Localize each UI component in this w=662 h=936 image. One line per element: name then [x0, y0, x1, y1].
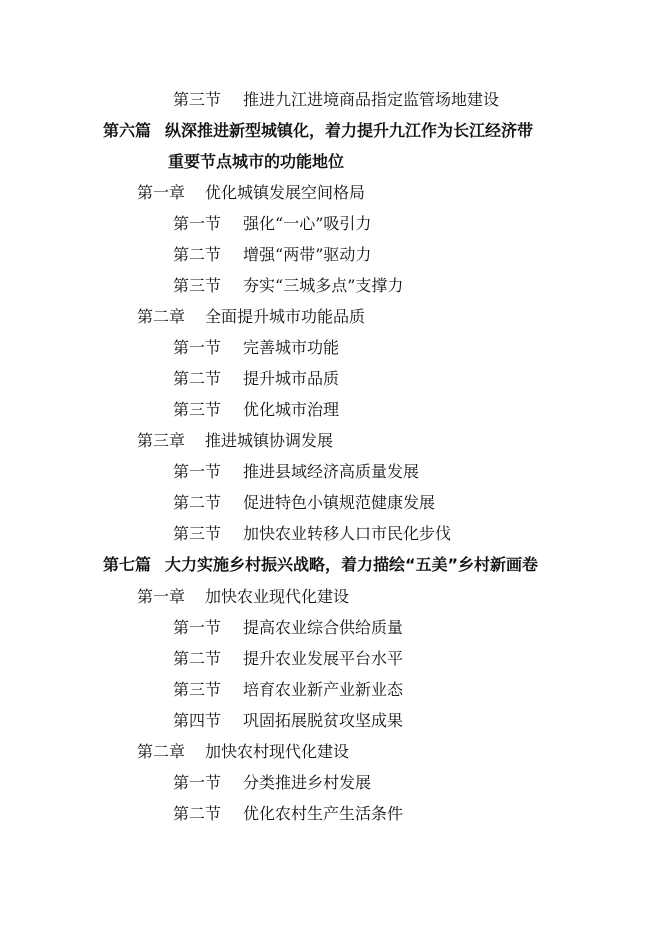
section-number: 第二节	[173, 369, 222, 388]
section-number: 第三节	[173, 524, 222, 543]
section-title: 促进特色小镇规范健康发展	[243, 493, 436, 512]
toc-section-line	[173, 493, 435, 513]
section-title: 增强“两带”驱动力	[243, 245, 372, 264]
section-title: 加快农业转移人口市民化步伐	[243, 524, 452, 543]
toc-section-line	[173, 245, 371, 265]
chapter-title: 推进城镇协调发展	[205, 431, 334, 450]
toc-chapter-line	[137, 587, 349, 607]
toc-part-line	[103, 555, 538, 575]
toc-section-line	[173, 369, 339, 389]
toc-section-line	[173, 649, 403, 669]
chapter-number: 第三章	[137, 431, 186, 450]
toc-section-line	[173, 804, 403, 824]
section-title: 强化“一心”吸引力	[243, 214, 372, 233]
section-title: 推进九江进境商品指定监管场地建设	[243, 90, 500, 109]
part-number: 第七篇	[103, 555, 152, 574]
section-title: 优化城市治理	[243, 400, 340, 419]
toc-section-line	[173, 680, 403, 700]
toc-part-line	[103, 121, 533, 141]
part-title: 纵深推进新型城镇化，着力提升九江作为长江经济带	[165, 121, 534, 140]
section-title: 夯实“三城多点”支撑力	[243, 276, 404, 295]
section-number: 第一节	[173, 462, 222, 481]
toc-chapter-line	[137, 742, 349, 762]
section-title: 培育农业新产业新业态	[243, 680, 404, 699]
section-number: 第三节	[173, 680, 222, 699]
section-number: 第一节	[173, 214, 222, 233]
section-number: 第二节	[173, 245, 222, 264]
chapter-title: 加快农业现代化建设	[205, 587, 350, 606]
toc-section-line	[173, 338, 339, 358]
section-number: 第四节	[173, 711, 222, 730]
section-title: 提升农业发展平台水平	[243, 649, 404, 668]
section-number: 第一节	[173, 773, 222, 792]
section-number: 第二节	[173, 804, 222, 823]
section-number: 第二节	[173, 649, 222, 668]
part-title: 大力实施乡村振兴战略，着力描绘“五美”乡村新画卷	[165, 555, 539, 574]
toc-chapter-line	[137, 183, 365, 203]
chapter-number: 第二章	[137, 742, 186, 761]
toc-section-line	[173, 90, 499, 110]
toc-section-line	[173, 524, 451, 544]
section-title: 推进县域经济高质量发展	[243, 462, 420, 481]
chapter-title: 全面提升城市功能品质	[205, 307, 366, 326]
section-title: 巩固拓展脱贫攻坚成果	[243, 711, 404, 730]
chapter-title: 加快农村现代化建设	[205, 742, 350, 761]
section-title: 完善城市功能	[243, 338, 340, 357]
part-title-continued: 重要节点城市的功能地位	[168, 152, 345, 171]
toc-section-line	[173, 711, 403, 731]
section-number: 第一节	[173, 338, 222, 357]
section-number: 第三节	[173, 400, 222, 419]
toc-section-line	[173, 214, 371, 234]
chapter-number: 第二章	[137, 307, 186, 326]
toc-chapter-line	[137, 307, 365, 327]
chapter-number: 第一章	[137, 183, 186, 202]
section-number: 第三节	[173, 90, 222, 109]
section-number: 第三节	[173, 276, 222, 295]
section-title: 优化农村生产生活条件	[243, 804, 404, 823]
chapter-number: 第一章	[137, 587, 186, 606]
part-number: 第六篇	[103, 121, 152, 140]
section-number: 第一节	[173, 618, 222, 637]
chapter-title: 优化城镇发展空间格局	[205, 183, 366, 202]
toc-chapter-line	[137, 431, 333, 451]
toc-section-line	[173, 618, 403, 638]
toc-section-line	[173, 276, 403, 296]
toc-section-line	[173, 400, 339, 420]
section-title: 分类推进乡村发展	[243, 773, 372, 792]
toc-section-line	[173, 462, 419, 482]
section-number: 第二节	[173, 493, 222, 512]
toc-section-line	[173, 773, 371, 793]
section-title: 提高农业综合供给质量	[243, 618, 404, 637]
toc-part-title-continued	[168, 152, 344, 172]
section-title: 提升城市品质	[243, 369, 340, 388]
